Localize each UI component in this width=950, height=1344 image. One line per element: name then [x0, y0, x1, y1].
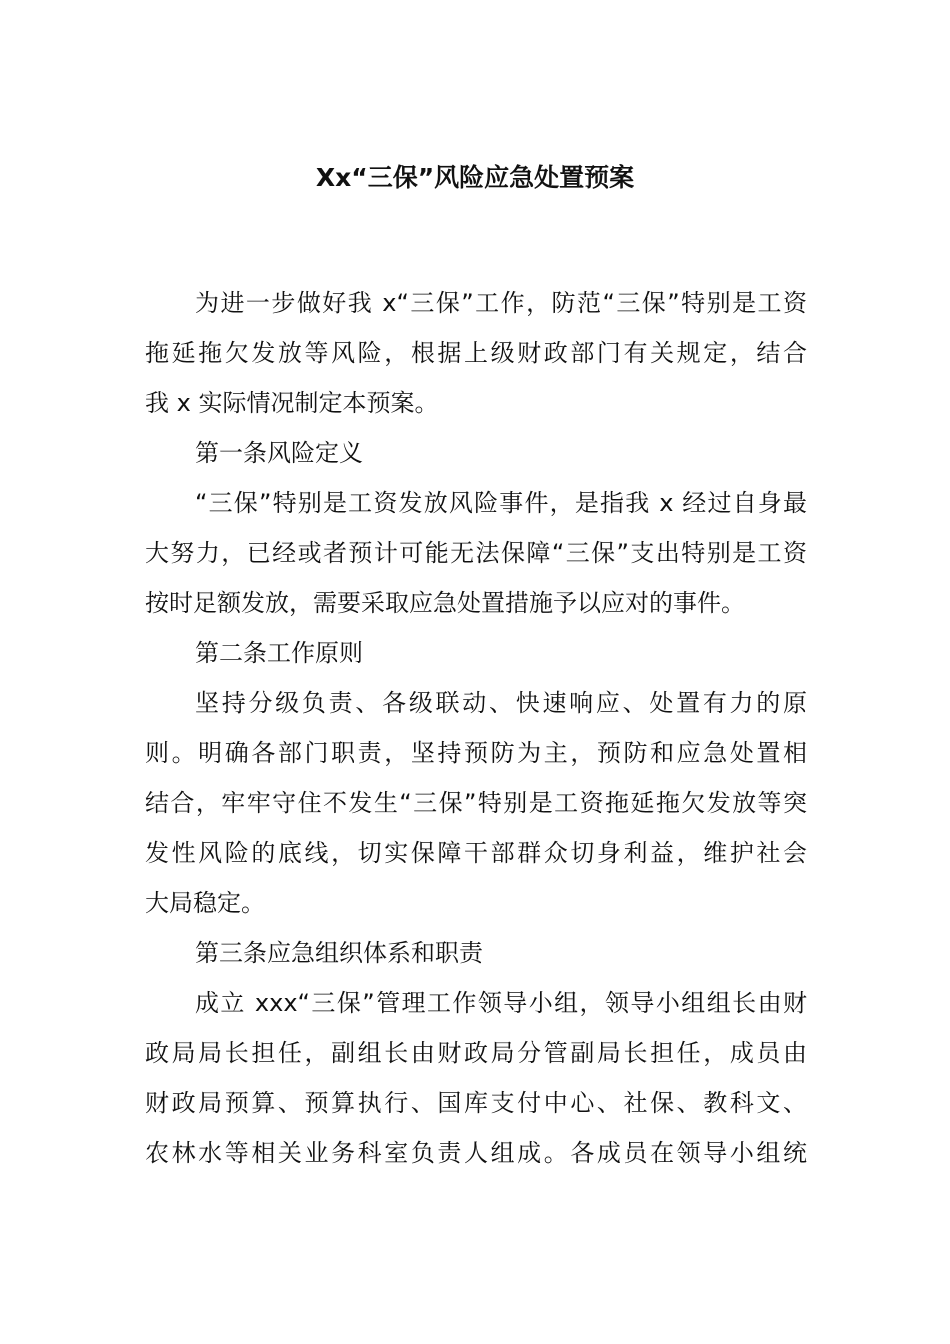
text-line: 发性风险的底线，切实保障干部群众切身利益，维护社会	[145, 839, 807, 867]
text-line: 结合，牢牢守住不发生“三保”特别是工资拖延拖欠发放等突	[145, 789, 807, 817]
text-line: 大努力，已经或者预计可能无法保障“三保”支出特别是工资	[145, 539, 807, 567]
text-line: 财政局预算、预算执行、国库支付中心、社保、教科文、	[145, 1089, 807, 1117]
text-line: 第二条工作原则	[195, 639, 363, 667]
text-line: “三保”特别是工资发放风险事件，是指我 x 经过自身最	[195, 489, 807, 517]
text-line: 大局稳定。	[145, 889, 265, 917]
text-line: 第三条应急组织体系和职责	[195, 939, 483, 967]
document-body	[145, 278, 807, 1178]
text-line: 政局局长担任，副组长由财政局分管副局长担任，成员由	[145, 1039, 807, 1067]
text-line: 坚持分级负责、各级联动、快速响应、处置有力的原	[195, 689, 807, 717]
text-line: 第一条风险定义	[195, 439, 363, 467]
text-line: 按时足额发放，需要采取应急处置措施予以应对的事件。	[145, 589, 745, 617]
text-line: 则。明确各部门职责，坚持预防为主，预防和应急处置相	[145, 739, 807, 767]
text-line: 我 x 实际情况制定本预案。	[145, 389, 439, 417]
text-line: 成立 xxx“三保”管理工作领导小组，领导小组组长由财	[195, 989, 807, 1017]
text-line: 农林水等相关业务科室负责人组成。各成员在领导小组统	[145, 1139, 807, 1167]
text-line: 为进一步做好我 x“三保”工作，防范“三保”特别是工资	[195, 289, 807, 317]
page-title: Xx“三保”风险应急处置预案	[315, 163, 635, 192]
text-line: 拖延拖欠发放等风险，根据上级财政部门有关规定，结合	[145, 339, 807, 367]
